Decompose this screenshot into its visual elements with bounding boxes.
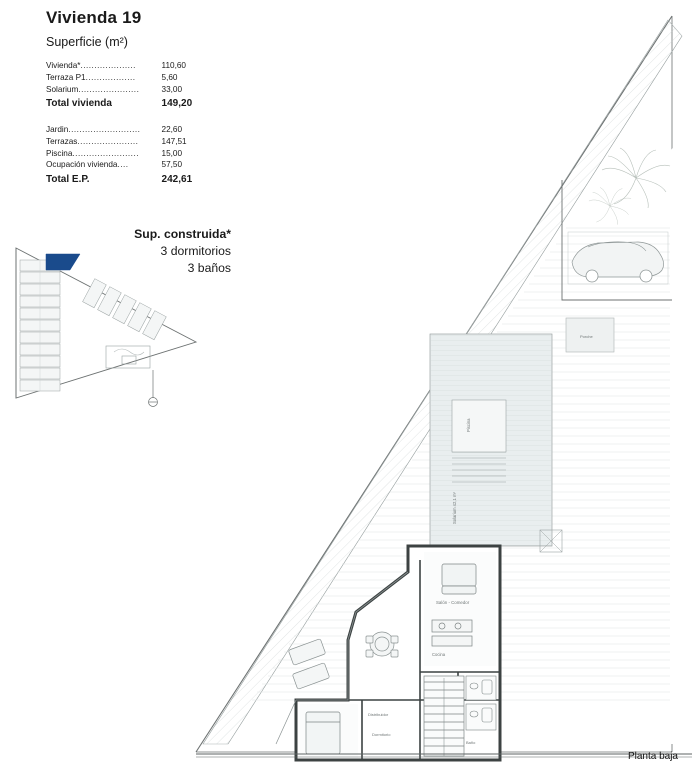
- total-label: Total E.P.: [46, 173, 90, 185]
- north-arrow-icon: [149, 370, 158, 407]
- total-value: 149,20: [161, 98, 193, 110]
- table-total-row: [46, 171, 214, 186]
- cocina-label: Cocina: [432, 652, 446, 657]
- row-dots: ..................: [85, 73, 136, 83]
- highlighted-unit: [46, 254, 80, 270]
- row-dots: ..........................: [68, 125, 141, 135]
- row-label: Piscina: [46, 148, 73, 158]
- total-value: 242,61: [161, 173, 193, 185]
- table-row: [46, 147, 214, 159]
- row-dots: ....: [117, 160, 129, 170]
- table-row: [46, 72, 214, 84]
- row-label: Jardin: [46, 125, 69, 135]
- bed-icon: [306, 712, 340, 754]
- row-dots: ......................: [78, 84, 140, 94]
- row-value: 110,60: [161, 61, 186, 71]
- page-subtitle: Superficie (m²): [46, 35, 128, 49]
- staircase: [424, 676, 464, 756]
- table-row: [46, 60, 214, 72]
- table-total-row: [46, 95, 214, 110]
- bedrooms-count: 3 dormitorios: [160, 244, 231, 258]
- page-title: Vivienda 19: [46, 8, 142, 27]
- row-label: Vivienda*: [46, 61, 81, 71]
- row-value: 5,60: [161, 73, 178, 83]
- surface-summary: [46, 8, 346, 186]
- row-value: 57,50: [161, 160, 183, 170]
- row-value: 22,60: [161, 125, 183, 135]
- row-label: Terraza P1: [46, 73, 86, 83]
- table-row: [46, 136, 214, 148]
- distribuidor-label: Distribuidor: [368, 712, 389, 717]
- row-dots: ........................: [72, 148, 140, 158]
- salon-comedor-label: Salón - Comedor: [436, 600, 470, 605]
- bathrooms-count: 3 baños: [187, 261, 231, 275]
- row-dots: ......................: [77, 136, 139, 146]
- row-value: 15,00: [161, 148, 183, 158]
- plan-caption: Planta baja: [627, 751, 678, 762]
- row-value: 147,51: [161, 136, 187, 146]
- solarium-area-tag: Solarium 42,1 m²: [452, 492, 457, 524]
- key-plan: [10, 238, 202, 426]
- porche-label: Porche: [580, 334, 593, 339]
- car-icon: [572, 242, 664, 282]
- row-label: Terrazas: [46, 136, 78, 146]
- row-label: Ocupación vivienda: [46, 160, 118, 170]
- row-value: 33,00: [161, 84, 183, 94]
- bano-label: Baño: [466, 740, 476, 745]
- piscina-label: Piscina: [466, 418, 471, 432]
- dormitorio-label: Dormitorio: [372, 732, 391, 737]
- sofa-icon: [442, 564, 476, 594]
- total-label: Total vivienda: [46, 98, 112, 110]
- built-area-title: Sup. construida*: [134, 227, 231, 241]
- table-row: [46, 124, 214, 136]
- table-row: [46, 84, 214, 96]
- row-label: Solarium: [46, 84, 79, 94]
- row-dots: ....................: [80, 61, 136, 71]
- pool-and-upper-terrace: [430, 334, 552, 546]
- surface-table: [46, 60, 214, 186]
- table-row: [46, 159, 214, 171]
